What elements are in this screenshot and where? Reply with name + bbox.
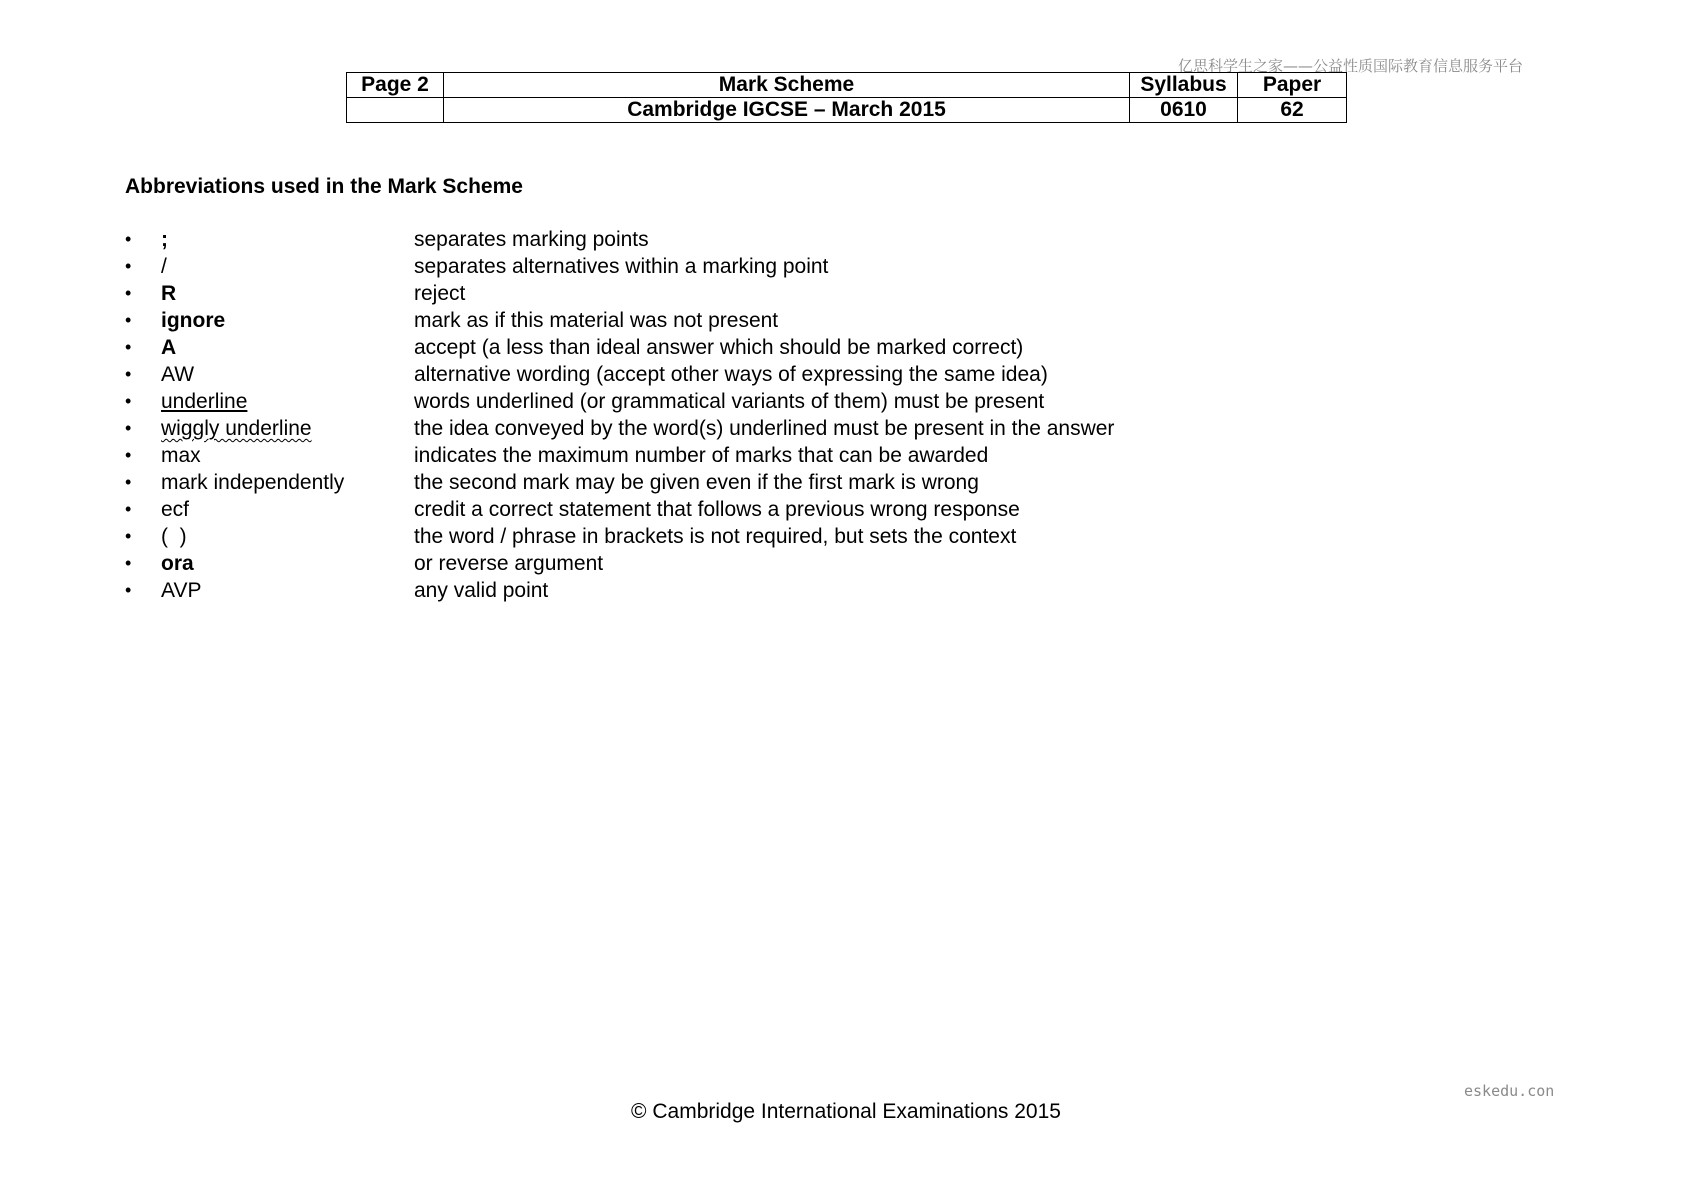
abbreviation-definition: or reverse argument	[414, 552, 604, 575]
abbreviation-term: max	[161, 444, 201, 467]
header-row-1	[347, 73, 1347, 98]
list-item	[125, 253, 1325, 280]
abbreviation-definition: reject	[414, 282, 466, 305]
bullet-icon: •	[125, 283, 132, 303]
bullet-icon: •	[125, 472, 132, 492]
copyright-footer	[0, 1100, 1684, 1124]
bullet-icon: •	[125, 445, 132, 465]
abbreviation-definition: accept (a less than ideal answer which should be marked correct)	[414, 336, 1024, 359]
abbreviation-term: ora	[161, 552, 194, 575]
bullet-icon: •	[125, 391, 132, 411]
abbreviation-term: R	[161, 282, 177, 305]
abbreviation-definition: credit a correct statement that follows a previous wrong response	[414, 498, 1020, 521]
bullet-icon: •	[125, 553, 132, 573]
bullet-icon: •	[125, 337, 132, 357]
abbreviation-term: A	[161, 336, 177, 359]
abbreviation-term: ecf	[161, 498, 190, 521]
abbreviation-definition: any valid point	[414, 579, 549, 602]
abbreviation-definition: separates alternatives within a marking point	[414, 255, 829, 278]
abbreviation-term: ;	[161, 228, 168, 251]
empty-cell	[347, 98, 444, 123]
abbreviation-definition: the idea conveyed by the word(s) underlined must be present in the answer	[414, 417, 1115, 440]
list-item	[125, 226, 1325, 253]
abbreviation-list	[125, 226, 1325, 604]
list-item	[125, 523, 1325, 550]
abbreviation-definition: alternative wording (accept other ways of expressing the same idea)	[414, 363, 1048, 386]
paper-label-cell: Paper	[1238, 73, 1347, 98]
abbreviation-definition: separates marking points	[414, 228, 649, 251]
list-item	[125, 334, 1325, 361]
list-item	[125, 280, 1325, 307]
list-item	[125, 415, 1325, 442]
watermark-bottom: eskedu.con	[1464, 1082, 1555, 1100]
list-item	[125, 361, 1325, 388]
list-item	[125, 550, 1325, 577]
bullet-icon: •	[125, 310, 132, 330]
syllabus-label-cell: Syllabus	[1130, 73, 1238, 98]
abbreviation-definition: words underlined (or grammatical variants of them) must be present	[414, 390, 1045, 413]
mark-scheme-title-cell: Mark Scheme	[444, 73, 1130, 98]
list-item	[125, 442, 1325, 469]
abbreviation-term: AVP	[161, 579, 202, 602]
header-row-2	[347, 98, 1347, 123]
abbreviation-term: ( )	[161, 525, 187, 548]
abbreviation-term: mark independently	[161, 471, 345, 494]
exam-title-cell: Cambridge IGCSE – March 2015	[444, 98, 1130, 123]
bullet-icon: •	[125, 418, 132, 438]
abbreviation-term: ignore	[161, 309, 226, 332]
abbreviation-term: underline	[161, 390, 248, 413]
section-title: Abbreviations used in the Mark Scheme	[125, 175, 523, 198]
paper-value-cell: 62	[1238, 98, 1347, 123]
footer-text: © Cambridge International Examinations 2015	[631, 1100, 1061, 1123]
page-number-cell: Page 2	[347, 73, 444, 98]
list-item	[125, 307, 1325, 334]
list-item	[125, 469, 1325, 496]
bullet-icon: •	[125, 256, 132, 276]
abbreviation-term: wiggly underline	[161, 417, 312, 440]
abbreviation-term: AW	[161, 363, 195, 386]
bullet-icon: •	[125, 229, 132, 249]
list-item	[125, 577, 1325, 604]
abbreviation-definition: the word / phrase in brackets is not required, but sets the context	[414, 525, 1017, 548]
abbreviation-definition: mark as if this material was not present	[414, 309, 779, 332]
list-item	[125, 496, 1325, 523]
abbreviation-definition: indicates the maximum number of marks that can be awarded	[414, 444, 989, 467]
header-table	[346, 72, 1347, 123]
abbreviation-term: /	[161, 255, 167, 278]
list-item	[125, 388, 1325, 415]
bullet-icon: •	[125, 580, 132, 600]
bullet-icon: •	[125, 499, 132, 519]
bullet-icon: •	[125, 364, 132, 384]
watermark-top: 亿思科学生之家——公益性质国际教育信息服务平台	[1178, 57, 1524, 75]
syllabus-value-cell: 0610	[1130, 98, 1238, 123]
bullet-icon: •	[125, 526, 132, 546]
abbreviation-definition: the second mark may be given even if the first mark is wrong	[414, 471, 979, 494]
